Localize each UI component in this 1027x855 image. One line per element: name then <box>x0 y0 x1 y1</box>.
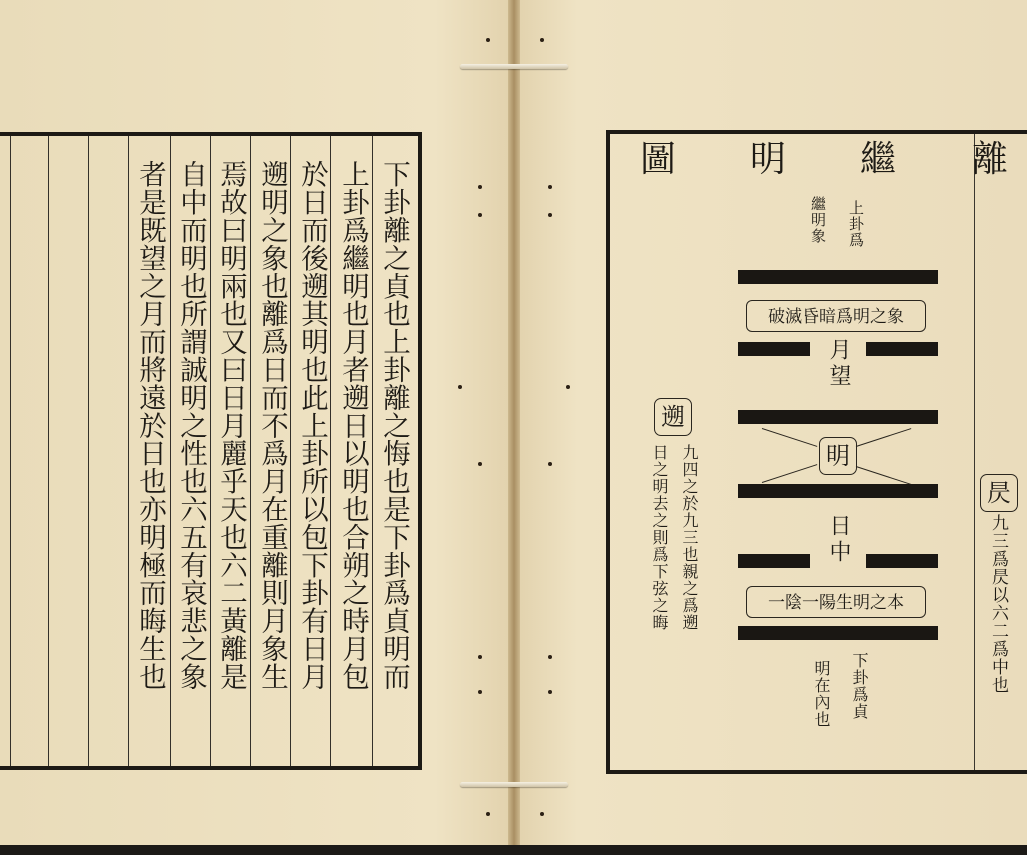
yin-line-right <box>866 554 938 568</box>
yin-line-left <box>738 554 810 568</box>
text-column-7: 者是既望之月而將遠於日也亦明極而晦生也 <box>134 160 166 691</box>
bottom-label-a: 下卦爲貞 <box>850 652 869 720</box>
binding-hole <box>548 690 552 694</box>
binding-hole <box>548 462 552 466</box>
binding-hole <box>458 385 462 389</box>
diagram-divider <box>974 134 975 770</box>
yang-line <box>738 270 938 284</box>
column-rule <box>10 136 11 766</box>
left-annotation-box: 遡 <box>654 398 692 436</box>
column-rule <box>48 136 49 766</box>
left-note-a: 九四之於九三也親之爲遡 <box>680 444 699 631</box>
binding-hole <box>540 38 544 42</box>
text-column-3: 於日而後遡其明也此上卦所以包下卦有日月 <box>296 160 328 691</box>
yin-line-left <box>738 342 810 356</box>
moon-label: 月望 <box>826 338 851 390</box>
title-char-3: 明 <box>750 139 787 180</box>
title-char-1: 離 <box>972 139 1009 180</box>
binding-thread-bottom <box>460 782 568 787</box>
caption-box-top: 破滅昏暗爲明之象 <box>746 300 926 332</box>
yin-line-right <box>866 342 938 356</box>
column-rule <box>88 136 89 766</box>
binding-hole <box>540 812 544 816</box>
binding-hole <box>478 690 482 694</box>
binding-thread-top <box>460 64 568 69</box>
bottom-label-b: 明在內也 <box>812 660 831 728</box>
text-column-1: 下卦離之貞也上卦離之悔也是下卦爲貞明而 <box>378 160 410 691</box>
yang-line <box>738 410 938 424</box>
text-column-4: 遡明之象也離爲日而不爲月在重離則月象生 <box>256 160 288 691</box>
binding-hole <box>486 812 490 816</box>
caption-box-bottom: 一陰一陽生明之本 <box>746 586 926 618</box>
binding-hole <box>478 462 482 466</box>
text-column-2: 上卦爲繼明也月者遡日以明也合朔之時月包 <box>337 160 369 691</box>
text-column-6: 自中而明也所謂誠明之性也六五有哀悲之象 <box>175 160 207 691</box>
binding-hole <box>566 385 570 389</box>
right-note: 九三爲昃以六二爲中也 <box>988 514 1008 694</box>
left-note-b: 日之明去之則爲下弦之晦 <box>650 444 669 631</box>
binding-hole <box>548 185 552 189</box>
column-rule <box>128 136 129 766</box>
binding-hole <box>478 213 482 217</box>
binding-hole <box>548 655 552 659</box>
binding-hole <box>478 655 482 659</box>
center-box: 明 <box>819 437 857 475</box>
yang-line <box>738 484 938 498</box>
right-annotation-box: 昃 <box>980 474 1018 512</box>
text-column-5: 焉故曰明兩也又曰日月麗乎天也六二黃離是 <box>215 160 247 691</box>
page-bottom-edge <box>0 845 1027 855</box>
title-char-2: 繼 <box>860 139 897 180</box>
sun-label: 日中 <box>826 514 851 566</box>
yang-line <box>738 626 938 640</box>
binding-hole <box>486 38 490 42</box>
book-gutter <box>508 0 520 855</box>
top-label-a: 上卦爲 <box>847 200 865 248</box>
title-char-4: 圖 <box>640 139 677 180</box>
binding-hole <box>478 185 482 189</box>
binding-hole <box>548 213 552 217</box>
top-label-b: 繼明象 <box>809 196 827 244</box>
